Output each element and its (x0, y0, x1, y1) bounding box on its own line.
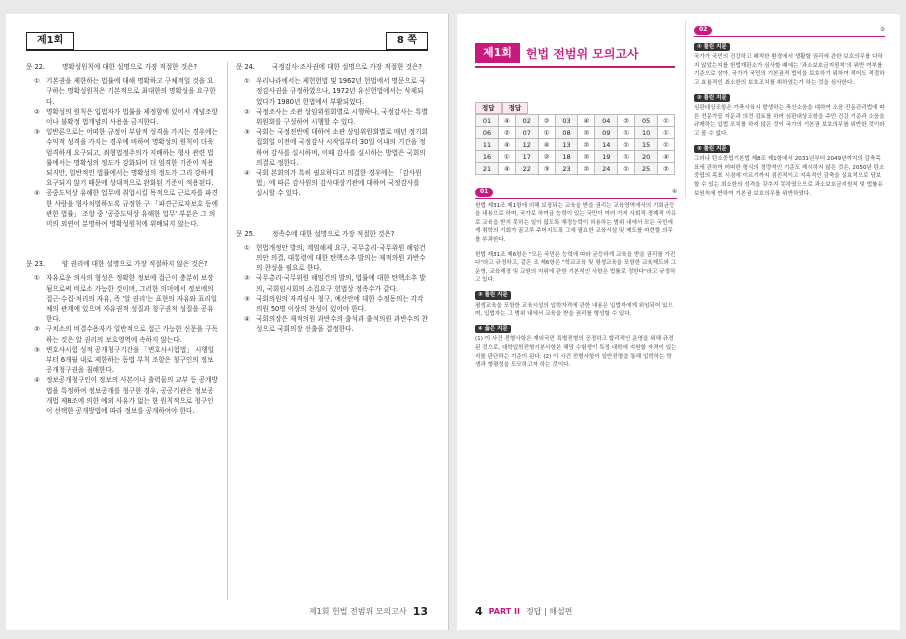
question-number: 문 22. (26, 63, 45, 71)
answer-value: ① (498, 151, 515, 163)
option-text: 정보공개청구인이 정보의 사본이나 출력물의 교부 등 공개방법을 특정하여 정보공개를 청구한 경우, 공공기관은 정보공개법 제8조에 의한 예외 사유가 없는 한 원칙적으로 청구인이 선택한 공개방법에 따라 정보를 공개하여야 한다. (46, 376, 218, 416)
answer-row (476, 139, 675, 151)
option-text: 명확성의 원칙은 입법자가 법률을 제정함에 있어서 개념조항이나 불확정 법개념의 사용을 금지한다. (46, 107, 218, 127)
answer-value: ① (618, 151, 635, 163)
answer-value: ① (658, 127, 675, 139)
answer-value: ① (618, 139, 635, 151)
question-number: 문 25. (236, 229, 255, 238)
answer-option (34, 188, 219, 229)
explanation-text: 헌법 제31조 제6항은 "모든 국민은 능력에 따라 균등하게 교육을 받을 권리를 가진다"라고 규정하고, 같은 조 제6항은 "학교교육 및 평생교육을 포함한 교육제도와 그 운영, 교육재정 및 교원의 지위에 관한 기본적인 사항은 법률로 정한다"라고 규정하고 있다. (475, 251, 677, 284)
answer-table-header (475, 102, 528, 114)
question-block (26, 62, 219, 229)
explanation-section (694, 26, 885, 37)
question-block (26, 259, 219, 416)
answer-number: 05 (635, 115, 658, 127)
left-page-header (26, 32, 428, 51)
page-number: 4 (475, 605, 483, 618)
question-number-badge: 02 (694, 26, 712, 35)
option-text: 변호사시험 성적 공개청구기간을 「변호사시험법」 시행일부터 6개월 내로 제한하는 동법 부칙 조항은 청구인의 정보공개청구권을 침해한다. (46, 345, 215, 375)
answer-number: 07 (515, 127, 538, 139)
answer-key-table (475, 114, 675, 175)
option-marker: ① (244, 77, 250, 86)
section-title: 헌법 전범위 모의고사 (525, 46, 639, 61)
answer-number: 23 (555, 163, 578, 175)
answer-option (244, 107, 428, 127)
explanation-text: 국가가 국민의 건강하고 쾌적한 환경에서 생활할 권리에 관한 보호의무를 다하지 않았는지를 헌법재판소가 심사할 때에는 '과소보호금지원칙'의 위반 여부를 기준으로 삼아, 국가가 국민의 기본권적 법익을 보호하기 위하여 적어도 적절하고 효율적인 최소한의 보호조치를 취하였는가 하는 것을 심사한다. (694, 54, 885, 86)
answer-head-1: 정답 (475, 102, 502, 114)
option-text: 국회는 국정전반에 대하여 소관 상임위원회별로 매년 정기회 집회일 이전에 국정감사 시작일부터 30일 이내의 기간을 정하여 감사를 실시하며, 이때 감사를 실시하는 방법은 국회의 의결로 정한다. (256, 128, 428, 167)
answer-value: ④ (498, 139, 515, 151)
answer-number: 12 (515, 139, 538, 151)
item-label: ② 틀린 지문 (694, 94, 730, 103)
round-label: 제1회 (26, 32, 74, 50)
answer-value: ① (618, 127, 635, 139)
answer-number: 06 (476, 127, 499, 139)
answer-mark: ② (879, 27, 885, 33)
answer-value: ④ (658, 151, 675, 163)
answer-number: 02 (515, 115, 538, 127)
option-marker: ③ (34, 345, 40, 354)
answer-value: ① (658, 139, 675, 151)
answer-option (244, 294, 428, 314)
option-marker: ② (34, 325, 40, 334)
answer-number: 04 (595, 115, 618, 127)
option-text: 국회 본회의가 특히 필요하다고 의결한 경우에는 「감사원법」에 따른 감사원의 감사대상기관에 대하여 국정감사를 실시할 수 있다. (256, 169, 422, 198)
answer-value: ① (658, 115, 675, 127)
answer-value: ② (498, 127, 515, 139)
answer-row (476, 151, 675, 163)
option-text: 우리나라에서는 제헌헌법 및 1962년 헌법에서 명문으로 국정감사권을 규정하였으나, 1972년 유신헌법에서는 삭제되었다가 1980년 헌법에서 부활되었다. (256, 77, 426, 106)
answer-option (34, 375, 219, 416)
explanation-section (694, 94, 885, 139)
question-stem (236, 62, 428, 72)
page-side-label: 8 쪽 (386, 32, 428, 50)
answer-option (34, 273, 219, 324)
answer-row (476, 163, 675, 175)
explanation-header (694, 26, 885, 37)
answer-option (34, 76, 219, 107)
item-label: ③ 틀린 지문 (475, 291, 511, 300)
answer-option (34, 345, 219, 376)
answer-value: ② (618, 115, 635, 127)
right-page (457, 14, 900, 630)
question-column-right (227, 62, 428, 600)
answer-number: 22 (515, 163, 538, 175)
answer-value: ② (578, 151, 595, 163)
option-marker: ③ (244, 128, 250, 137)
title-underline (475, 66, 675, 68)
answer-number: 16 (476, 151, 499, 163)
answer-option (244, 243, 428, 274)
explanation-section (694, 43, 885, 88)
answer-number: 19 (595, 151, 618, 163)
question-columns (26, 62, 428, 600)
option-text: 헌법개정안 발의, 계엄해제 요구, 국무총리·국무위원 해임건의안 의결, 대통령에 대한 탄핵소추 발의는 재적의원 과반수의 찬성을 필요로 한다. (256, 243, 426, 273)
answer-number: 13 (555, 139, 578, 151)
option-text: 국정조사는 소관 상임위원회별로 시행하나, 국정감사는 특별위원회를 구성하여 시행할 수 있다. (256, 107, 428, 127)
item-label: ① 틀린 지문 (694, 43, 730, 52)
answer-number: 10 (635, 127, 658, 139)
answer-value: ② (578, 127, 595, 139)
answer-mark: ④ (671, 189, 677, 195)
answer-number: 09 (595, 127, 618, 139)
item-label: ③ 틀린 지문 (694, 145, 730, 154)
answer-value: ④ (498, 115, 515, 127)
option-text: 공중도덕상 유해한 업무에 취업시킬 목적으로 근로자를 파견한 사람을 형사처벌하도록 규정한 구 「파견근로자보호 등에 관한 법률」 조항 중 '공중도덕상 유해한 업무' 부분은 그 의미의 외연이 분명하여 명확성원칙에 위배되지 않는다. (46, 189, 219, 229)
question-text: 명확성원칙에 대한 설명으로 가장 적절한 것은? (62, 63, 198, 71)
question-number-badge: 01 (475, 188, 493, 197)
option-text: 국회의원의 자격심사 청구, 예산안에 대한 수정동의는 각각 의원 50명 이상의 찬성이 있어야 한다. (256, 294, 424, 314)
explanation-section (475, 291, 677, 319)
option-marker: ② (34, 107, 40, 116)
answer-option (34, 324, 219, 344)
answer-value: ② (538, 115, 555, 127)
round-tag: 제1회 (475, 43, 520, 63)
option-marker: ① (34, 77, 40, 86)
explanation-section (475, 188, 677, 245)
answer-option (244, 273, 428, 293)
option-text: 구치소의 비결수용자가 일반적으로 접근 가능한 신문을 구독하는 것은 알 권리의 보호영역에 속하지 않는다. (46, 325, 218, 344)
option-marker: ① (244, 243, 250, 252)
answer-number: 24 (595, 163, 618, 175)
option-marker: ① (34, 274, 40, 283)
item-label-row (475, 291, 677, 300)
question-text: 양 권리에 대한 설명으로 가장 적절하지 않은 것은? (62, 260, 208, 269)
option-marker: ③ (244, 294, 250, 303)
answer-value: ④ (538, 139, 555, 151)
explanation-header (475, 188, 677, 199)
question-number: 문 23. (26, 260, 45, 269)
option-text: 일반론으로는 어떠한 규정이 부담적 성격을 가지는 경우에는 수익적 성격을 가지는 경우에 비하여 명확성의 원칙이 더욱 엄격하게 요구되고, 죄형법정주의가 지배하는 형사 관련 법률에서는 명확성의 정도가 강화되어 더 엄격한 기준이 적용되지만, 일반적인 법률에서는 명확성의 정도가 그리 강하게 요구되지 않기 때문에 상대적으로 완화된 기준이 적용된다. (46, 128, 218, 188)
answer-value: ④ (498, 163, 515, 175)
explanation-column-right (685, 20, 885, 198)
answer-value: ② (658, 163, 675, 175)
answer-number: 03 (555, 115, 578, 127)
answer-number: 14 (595, 139, 618, 151)
answer-option (34, 107, 219, 127)
answer-value: ④ (578, 115, 595, 127)
option-text: 기본권을 제한하는 법률에 대해 명확하고 구체적일 것을 요구하는 명확성원칙은 기본적으로 최대한의 명확성을 요구한다. (46, 77, 216, 106)
explanation-text: 평생교육을 포함한 교육시설의 입학자격에 관한 내용은 입법자에게 위임되어 있으며, 입법자는 그 범위 내에서 교육을 받을 권리를 형성할 수 있다. (475, 302, 673, 318)
item-label-row (694, 43, 885, 52)
answer-number: 08 (555, 127, 578, 139)
footer-text: 정답 | 해설편 (525, 607, 573, 616)
answer-row (476, 115, 675, 127)
answer-number: 11 (476, 139, 499, 151)
answer-value: ② (578, 139, 595, 151)
explanation-text: 그러나 탄소중립기본법 제8조 제1항에서 2031년부터 2049년까지의 감축목표에 관하여 어떠한 형식의 정량적인 기준도 제시하지 않은 것은, 2050년 탄소중립의 목표 시점에 이르기까지 점진적이고 지속적인 감축을 실효적으로 담보할 수 있는 최소한의 성격을 갖추지 못하였으므로 과소보호금지원칙 및 법률유보원칙에 반하여 기본권 보호의무를 위반하였다. (694, 156, 885, 197)
answer-value: ① (618, 163, 635, 175)
page-number: 13 (412, 605, 428, 618)
question-stem (236, 229, 428, 239)
option-marker: ④ (34, 376, 40, 385)
item-label: ④ 옳은 지문 (475, 325, 511, 334)
explanation-text: (1) 이 사건 전형사항은 재외국민 특별전형의 공정하고 합리적인 운영을 위해 규정된 것으로, 대학입학전형기본사항은 해당 수험생이 특정 대학에 지원할 자격이 있는지를 판단하는 기준이 된다. (2) 이 사건 전형사항이 일반전형을 통해 입학하는 학생과 형평성을 도모하고자 하는 것이다. (475, 336, 677, 369)
explanation-text: 심판대상조항은 가축사육시 발생하는 축산소음을 대하여 소음·진동관리법에 따른 전문가들 자문과 의견 검토를 하여 심판대상조항을 주민 건강 기준과 소음을 규제하는 입법 조치를 하지 않은 것이 국가의 기본권 보호의무를 위반한 것이라고 볼 수 없다. (694, 105, 885, 137)
option-text: 자유로운 의사의 형성은 정확한 정보에 접근이 충분히 보장됨으로써 비로소 가능한 것이며, 그러한 의미에서 정보에의 접근·수집·처리의 자유, 즉 '알 권리'는 표현의 자유와 표리일체의 관계에 있으며 자유권적 성질과 청구권적 성질을 공유한다. (46, 274, 218, 324)
question-block (236, 62, 428, 199)
explanation-section (475, 325, 677, 370)
answer-section-header (475, 42, 639, 64)
option-marker: ④ (244, 315, 250, 324)
answer-option (244, 314, 428, 334)
answer-value: ② (538, 151, 555, 163)
left-page (6, 14, 449, 630)
answer-value: ③ (538, 163, 555, 175)
question-stem (26, 259, 219, 269)
right-page-footer (475, 605, 572, 618)
question-text: 정족수에 대한 설명으로 가장 적절한 것은? (272, 229, 395, 238)
explanation-text: 헌법 제31조 제1항에 의해 보장되는 교육을 받을 권리는 교육영역에서의 기회균등을 내용으로 하며, 국가로 하여금 능력이 있는 국민이 여러 가지 사회적·경제적 이유로 교육을 받지 못하는 일이 없도록 재정능력이 허용하는 범위 내에서 모든 국민에게 취학의 기회가 골고루 주어지도록 그에 필요한 교육시설 및 제도를 마련할 의무를 부과한다. (475, 202, 677, 243)
explanation-section (475, 251, 677, 285)
option-marker: ② (244, 274, 250, 283)
part-label: PART II (488, 607, 520, 616)
answer-value: ② (578, 163, 595, 175)
answer-number: 18 (555, 151, 578, 163)
question-column-left (26, 62, 227, 600)
footer-title: 제1회 헌법 전범위 모의고사 (308, 607, 407, 616)
option-marker: ③ (34, 128, 40, 137)
question-block (236, 229, 428, 335)
answer-number: 17 (515, 151, 538, 163)
answer-option (244, 127, 428, 168)
answer-number: 01 (476, 115, 499, 127)
left-page-footer (309, 605, 428, 618)
question-text: 국정감사·조사권에 대한 설명으로 가장 적절한 것은? (272, 63, 422, 71)
explanation-section (694, 145, 885, 199)
option-marker: ② (244, 107, 250, 116)
option-marker: ④ (244, 169, 250, 178)
question-stem (26, 62, 219, 72)
answer-number: 15 (635, 139, 658, 151)
answer-option (244, 168, 428, 199)
answer-number: 21 (476, 163, 499, 175)
item-label-row (694, 145, 885, 154)
option-text: 국무총리·국무위원 해임건의 발의, 법률에 대한 탄핵소추 발의, 국회임시회의 소집요구 헌법상 정족수가 같다. (256, 274, 426, 293)
answer-option (34, 127, 219, 188)
answer-value: ① (538, 127, 555, 139)
item-label-row (475, 325, 677, 334)
answer-number: 20 (635, 151, 658, 163)
answer-number: 25 (635, 163, 658, 175)
question-number: 문 24. (236, 63, 255, 71)
option-marker: ④ (34, 189, 40, 198)
answer-head-2: 정답 (502, 102, 529, 114)
answer-option (244, 76, 428, 107)
option-text: 국회의장은 재적의원 과반수의 출석과 출석의원 과반수의 찬성으로 국회의장 선출을 결정한다. (256, 315, 428, 334)
explanation-column-left (475, 182, 677, 370)
item-label-row (694, 94, 885, 103)
answer-row (476, 127, 675, 139)
